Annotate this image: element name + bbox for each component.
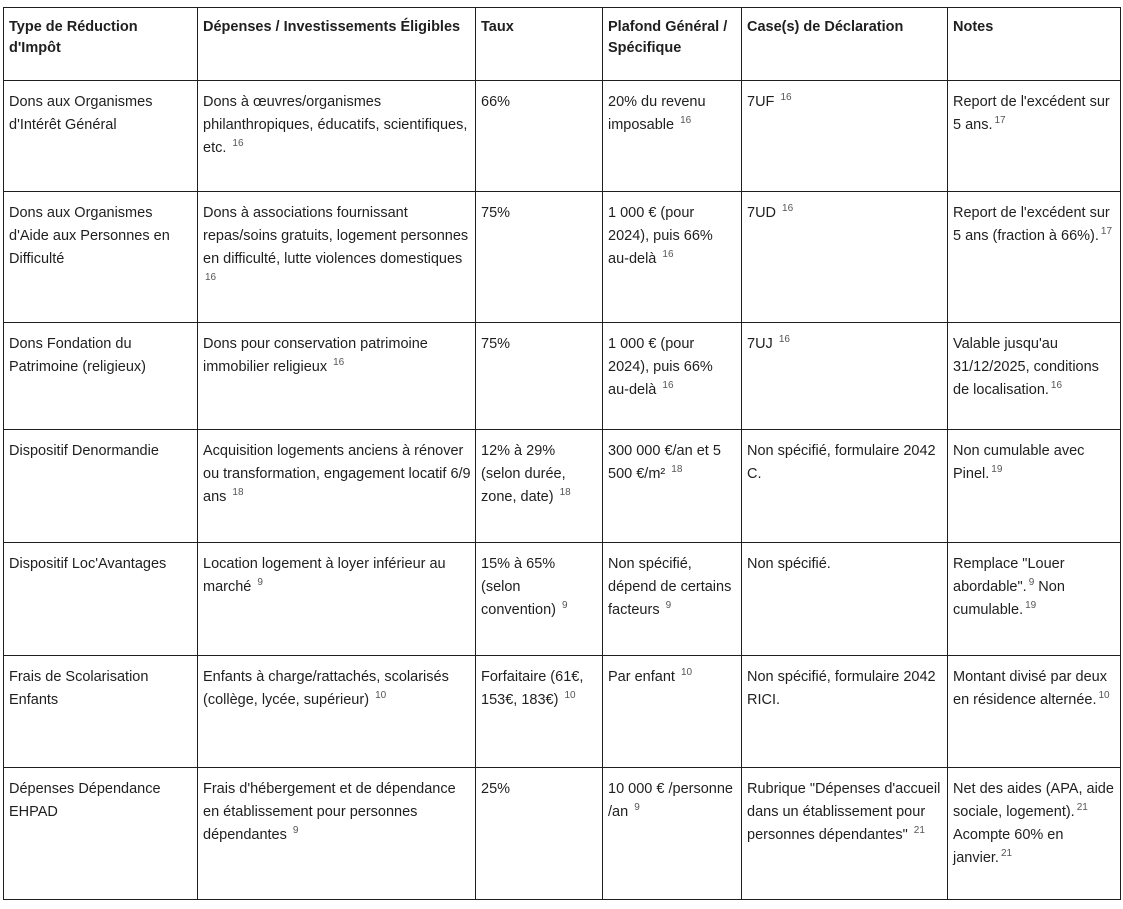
cell-taux: 12% à 29% (selon durée, zone, date) $^{18}$ [476,430,603,543]
cell-case: 7UF $^{16}$ [742,81,948,192]
footnote-ref: 10 [375,690,387,701]
cell-type: Frais de Scolarisation Enfants [4,656,198,768]
cell-depenses: Dons à œuvres/organismes philanthropiques, éducatifs, scientifiques, etc. $^{16}$ [198,81,476,192]
cell-type: Dépenses Dépendance EHPAD [4,768,198,900]
footnote-ref: 16 [778,334,790,345]
table-row [4,768,1121,900]
footnote-ref: 16 [333,357,345,368]
cell-notes: Montant divisé par deux en résidence alternée. $^{10}$ [948,656,1121,768]
table-row [4,323,1121,430]
cell-type: Dons Fondation du Patrimoine (religieux) [4,323,198,430]
footnote-ref: 9 [1028,577,1035,588]
footnote-ref: 16 [205,272,217,283]
cell-taux: 15% à 65% (selon convention) $^9$ [476,543,603,656]
cell-taux: Forfaitaire (61€, 153€, 183€) $^{10}$ [476,656,603,768]
cell-depenses: Location logement à loyer inférieur au marché $^9$ [198,543,476,656]
footnote-ref: 9 [292,825,299,836]
cell-plafond: 10 000 € /personne /an $^9$ [603,768,742,900]
cell-notes: Remplace "Louer abordable". $^9$ Non cumulable. $^{19}$ [948,543,1121,656]
header-notes: Notes [948,8,1121,81]
table-row [4,656,1121,768]
cell-case: 7UD $^{16}$ [742,192,948,323]
cell-taux: 75% [476,323,603,430]
cell-notes: Valable jusqu'au 31/12/2025, conditions de localisation. $^{16}$ [948,323,1121,430]
table-row [4,192,1121,323]
cell-depenses: Dons pour conservation patrimoine immobilier religieux $^{16}$ [198,323,476,430]
footnote-ref: 19 [1025,600,1037,611]
header-taux: Taux [476,8,603,81]
cell-plafond: 300 000 €/an et 5 500 €/m² $^{18}$ [603,430,742,543]
cell-depenses: Dons à associations fournissant repas/soins gratuits, logement personnes en difficulté, lutte violences domestiques $^{16}$ [198,192,476,323]
tax-reduction-table [3,7,1121,900]
footnote-ref: 10 [680,667,693,678]
footnote-ref: 18 [671,464,683,475]
footnote-ref: 16 [662,249,674,260]
header-plafond: Plafond Général / Spécifique [603,8,742,81]
cell-plafond: 1 000 € (pour 2024), puis 66% au-delà $^{16}$ [603,192,742,323]
footnote-ref: 9 [665,600,672,611]
cell-type: Dispositif Denormandie [4,430,198,543]
footnote-ref: 21 [1076,802,1088,813]
footnote-ref: 10 [564,690,576,701]
cell-taux: 66% [476,81,603,192]
cell-type: Dons aux Organismes d'Intérêt Général [4,81,198,192]
footnote-ref: 21 [1000,848,1013,859]
cell-notes: Report de l'excédent sur 5 ans. $^{17}$ [948,81,1121,192]
table-row [4,543,1121,656]
cell-type: Dispositif Loc'Avantages [4,543,198,656]
footnote-ref: 9 [562,600,568,611]
cell-notes: Non cumulable avec Pinel. $^{19}$ [948,430,1121,543]
footnote-ref: 17 [1100,226,1113,237]
cell-plafond: 1 000 € (pour 2024), puis 66% au-delà $^{16}$ [603,323,742,430]
footnote-ref: 19 [991,464,1003,475]
cell-taux: 75% [476,192,603,323]
footnote-ref: 16 [680,115,692,126]
table-header-row [4,8,1121,81]
footnote-ref: 16 [1050,380,1063,391]
header-depenses: Dépenses / Investissements Éligibles [198,8,476,81]
footnote-ref: 16 [232,138,244,149]
cell-notes: Report de l'excédent sur 5 ans (fraction à 66%). $^{17}$ [948,192,1121,323]
footnote-ref: 16 [662,380,674,391]
cell-plafond: Par enfant $^{10}$ [603,656,742,768]
footnote-ref: 9 [257,577,263,588]
footnote-ref: 16 [780,92,792,103]
cell-case: Rubrique "Dépenses d'accueil dans un établissement pour personnes dépendantes" $^{21}$ [742,768,948,900]
table-row [4,81,1121,192]
table-row [4,430,1121,543]
cell-case: 7UJ $^{16}$ [742,323,948,430]
footnote-ref: 18 [559,487,571,498]
cell-case: Non spécifié. [742,543,948,656]
cell-depenses: Frais d'hébergement et de dépendance en établissement pour personnes dépendantes $^9$ [198,768,476,900]
footnote-ref: 16 [782,203,794,214]
header-case: Case(s) de Déclaration [742,8,948,81]
footnote-ref: 17 [994,115,1006,126]
cell-case: Non spécifié, formulaire 2042 C. [742,430,948,543]
cell-notes: Net des aides (APA, aide sociale, logement). $^{21}$ Acompte 60% en janvier. $^{21}$ [948,768,1121,900]
footnote-ref: 18 [232,487,244,498]
footnote-ref: 10 [1098,690,1110,701]
footnote-ref: 9 [634,802,640,813]
cell-plafond: 20% du revenu imposable $^{16}$ [603,81,742,192]
cell-plafond: Non spécifié, dépend de certains facteurs $^9$ [603,543,742,656]
cell-depenses: Enfants à charge/rattachés, scolarisés (collège, lycée, supérieur) $^{10}$ [198,656,476,768]
cell-taux: 25% [476,768,603,900]
cell-depenses: Acquisition logements anciens à rénover ou transformation, engagement locatif 6/9 ans $^{18}$ [198,430,476,543]
cell-type: Dons aux Organismes d'Aide aux Personnes en Difficulté [4,192,198,323]
header-type: Type de Réduction d'Impôt [4,8,198,81]
footnote-ref: 21 [913,825,925,836]
cell-case: Non spécifié, formulaire 2042 RICI. [742,656,948,768]
